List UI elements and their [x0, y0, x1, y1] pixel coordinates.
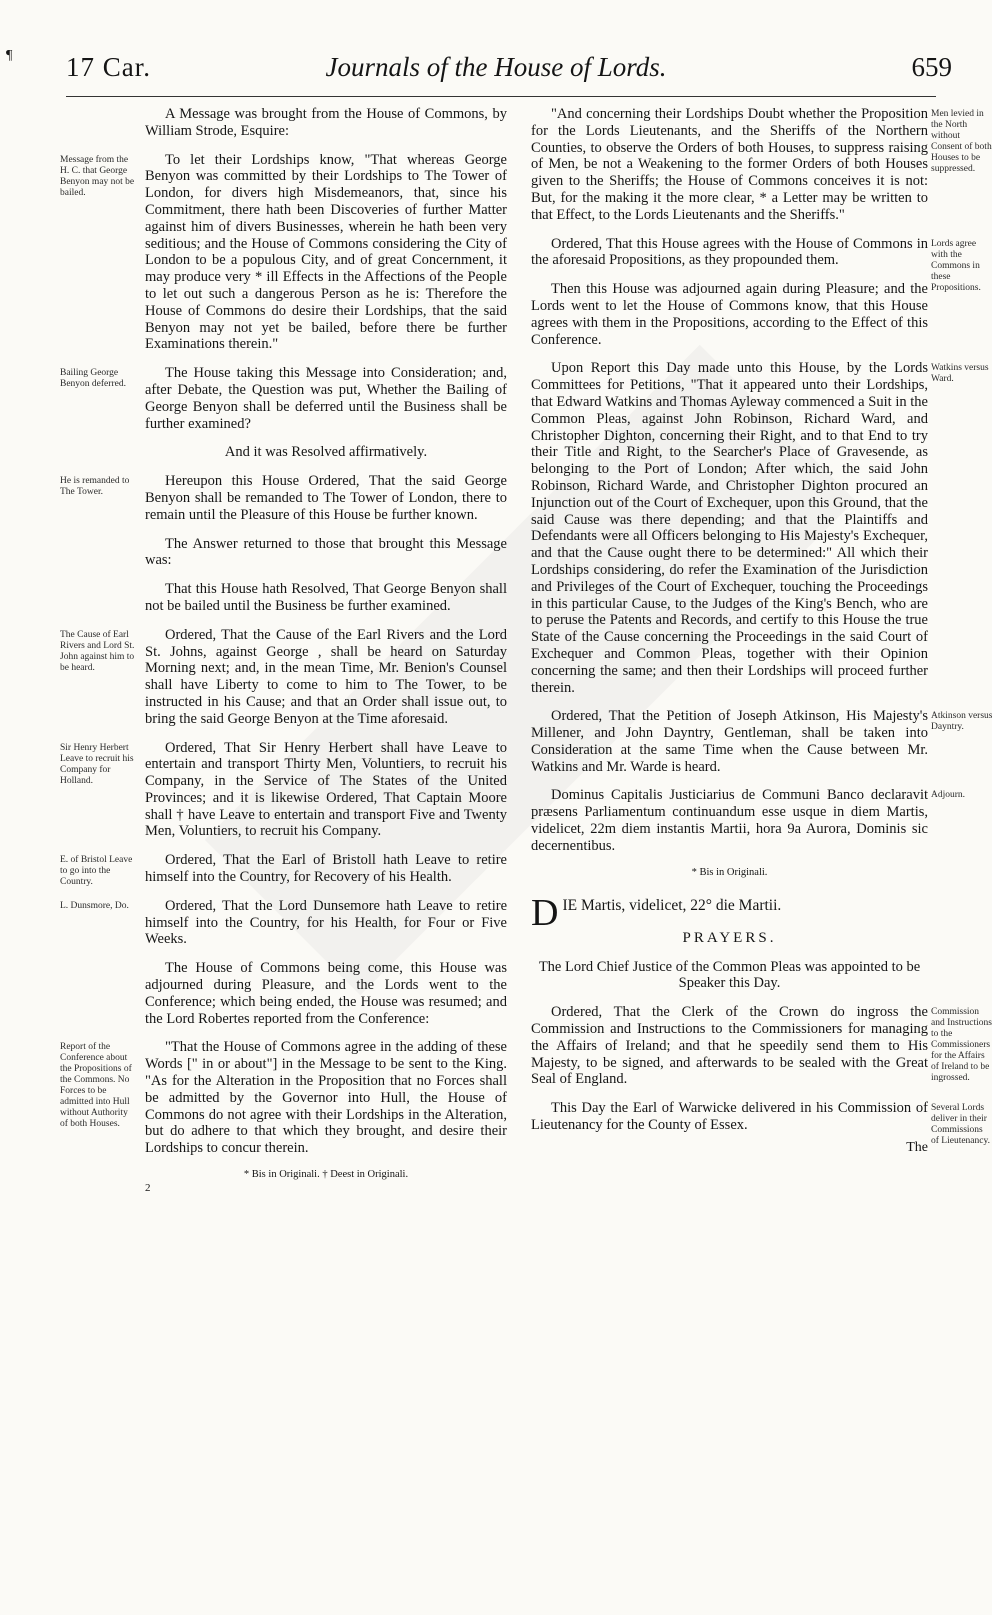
entry: [60, 898, 507, 948]
entry-text: Ordered, That Sir Henry Herbert shall have Leave to entertain and transport Thirty Men, Voluntiers, to recruit his Company, in the Service of The States of the United Provinces; and it is likewise Ordered, That Captain Moore shall † have Leave to entertain and transport Five and Twenty Men, Voluntiers, to recruit his Company.: [145, 739, 507, 840]
entry-text: Hereupon this House Ordered, That the said George Benyon shall be remanded to The Tower of London, there to remain until the Pleasure of this House be further known.: [145, 473, 507, 523]
footnote: * Bis in Originali. † Deest in Originali.: [243, 1169, 409, 1181]
entry-text: The Lord Chief Justice of the Common Pleas was appointed to be Speaker this Day.: [538, 958, 921, 992]
entry-text: Ordered, That the Cause of the Earl Rivers and the Lord St. Johns, against George , shall be heard on Saturday Morning next; and, in the mean Time, Mr. Benion's Counsel shall have Liberty to come to him to The Tower, to be instructed in his Cause; and that an Order shall issue out, to bring the said George Benyon at the Time aforesaid.: [145, 626, 507, 727]
margin-note: Watkins versus Ward.: [931, 363, 989, 385]
entry-text: Ordered, That the Clerk of the Crown do ingross the Commission and Instructions to the Commissioners for managing the Affairs of Ireland; and that he speedily send them to His Majesty, to be signed, and afterwards to be sealed with the Great Seal of England.: [531, 1004, 928, 1088]
margin-note: Adjourn.: [931, 790, 966, 801]
margin-note: Report of the Conference about the Propositions of the Commons. No Forces to be admitted into Hull without Authority of both Houses.: [60, 1042, 132, 1130]
entry: [60, 536, 507, 570]
entry: [60, 365, 507, 432]
entry: [531, 787, 966, 854]
entry-text: This Day the Earl of Warwicke delivered in his Commission of Lieutenancy for the County of Essex.: [531, 1100, 928, 1134]
entry-text: Ordered, That the Earl of Bristoll hath Leave to retire himself into the Country, for Recovery of his Health.: [145, 852, 507, 886]
margin-note: The Cause of Earl Rivers and Lord St. John against him to be heard.: [60, 629, 135, 673]
entry-text: That this House hath Resolved, That George Benyon shall not be bailed until the Business be further examined.: [145, 581, 507, 614]
intro-text: A Message was brought from the House of Commons, by William Strode, Esquire:: [145, 106, 507, 139]
right-column: [531, 106, 992, 1156]
entry: [60, 152, 507, 354]
entry: [60, 1039, 507, 1157]
entry: [60, 740, 507, 841]
page-number: 659: [911, 52, 952, 82]
margin-note: Several Lords deliver in their Commissions of Lieutenancy.: [931, 1103, 990, 1147]
entry-text: Ordered, That the Petition of Joseph Atkinson, His Majesty's Millener, and John Dayntry, Gentleman, shall be taken into Consideration at the same Time when the Cause between Mr. Watkins and Mr. Warde is heard.: [531, 708, 928, 775]
page-header: [0, 52, 992, 92]
entry-text: "And concerning their Lordships Doubt whether the Proposition for the Lords Lieutenants, and the Sheriffs of the Northern Counties, to observe the Orders of both Houses, to suppress raising of Men, be not a Weakening to the former Orders of both Houses given to the Sheriffs; the House of Commons conceives it is not: But, for the making it the more clear, * a Letter may be written to that Effect, to the Lords Lieutenants and the Sheriffs.": [531, 106, 928, 223]
entry-text: Upon Report this Day made unto this House, by the Lords Committees for Petitions, "That it appeared unto their Lordships, that Edward Watkins and Thomas Ayleway commenced a Suit in the Common Pleas, against John Robinson, Richard Ward, and Christopher Dighton, concerning their Right, and to that End to try their Title and Right, to the Searcher's Place of Gravesende, as belonging to the Port of London; After which, the said John Robinson, Richard Warde, and Christopher Dighton procured an Injunction out of the Court of Exchequer, upon this Ground, that the said Cause was there depending; and that the Plaintiffs and Defendants were all Officers belonging to His Majesty's Exchequer, and that the Cause ought there to be determined:" All which their Lordships considering, do refer the Examination of the Jurisdiction and Privileges of the Court of Exchequer, touching the Proceedings in this particular Cause, to the Judges of the King's Bench, who are to peruse the Patents and Records, and certify to this House the true State of the Cause concerning the Proceedings in the said Court of Exchequer and Common Pleas, together with their Opinion concerning the same; and then their Lordships will proceed further therein.: [531, 360, 928, 696]
margin-note: Atkinson versus Dayntry.: [931, 711, 992, 733]
entry: [60, 960, 507, 1027]
entry: [60, 852, 507, 886]
entry: [531, 281, 928, 348]
margin-note: He is remanded to The Tower.: [60, 476, 130, 498]
entry: [531, 360, 989, 696]
entry-text: And it was Resolved affirmatively.: [224, 444, 428, 461]
entry-text: Ordered, That the Lord Dunsemore hath Leave to retire himself into the Country, for his Health, for Four or Five Weeks.: [145, 897, 507, 948]
entry: [60, 473, 507, 523]
drop-cap: D: [531, 891, 559, 934]
corner-mark: ¶: [6, 48, 13, 63]
header-regnal-year: 17 Car.: [66, 52, 151, 82]
entry-text: The Answer returned to those that brought this Message was:: [145, 535, 507, 569]
margin-note: Commission and Instructions to the Commissioners for the Affairs of Ireland to be ingrossed.: [931, 1007, 992, 1084]
entry-text: The House taking this Message into Consideration; and, after Debate, the Question was put, Whether the Bailing of George Benyon shall be deferred until the Business shall be further examined?: [145, 365, 507, 432]
date-heading-text: IE Martis, videlicet, 22° die Martii.: [562, 896, 782, 914]
entry-text: Then this House was adjourned again during Pleasure; and the Lords went to let the House of Commons know, that this House agrees with them in the Propositions, according to the Effect of this Conference.: [531, 281, 928, 348]
entry-text: Dominus Capitalis Justiciarius de Communi Banco declaravit præsens Parliamentum continuandum esse usque in diem Martis, videlicet, 22m diem instantis Martii, hora 9a Aurora, Dominis sic decernentibus.: [531, 787, 928, 854]
entry-text: The House of Commons being come, this House was adjourned during Pleasure, and the Lords went to the Conference; which being ended, the House was resumed; and the Lord Robertes reported from the Conference:: [145, 960, 507, 1027]
margin-note: E. of Bristol Leave to go into the Country.: [60, 855, 133, 888]
date-heading: [531, 891, 928, 934]
entry-text: To let their Lordships know, "That whereas George Benyon was committed by their Lordships to The Tower of London, for divers high Misdemeanors, that, since his Commitment, there hath been Discoveries of further Matter against him of divers Businesses, wherein he hath been very seditious; and the House of Commons considering the City of London to be a populous City, and of great Concernment, it may produce very * ill Effects in the Affections of the People to let out such a dangerous Person as he is: Therefore the House of Commons do desire their Lordships, that the said Benyon may not yet be bailed, before there be further Examinations therein.": [145, 151, 507, 353]
entry: [531, 106, 992, 224]
footnote: * Bis in Originali.: [691, 866, 768, 878]
margin-note: Bailing George Benyon deferred.: [60, 368, 126, 390]
entry: [60, 627, 507, 728]
signature-mark: 2: [145, 1182, 151, 1195]
entry: [531, 235, 981, 293]
margin-note: L. Dunsmore, Do.: [60, 900, 129, 911]
margin-note: Sir Henry Herbert Leave to recruit his Company for Holland.: [60, 742, 134, 786]
margin-note: Men levied in the North without Consent of both Houses to be suppressed.: [931, 109, 992, 174]
header-rule: [66, 96, 936, 97]
header-title: Journals of the House of Lords.: [325, 52, 667, 82]
margin-note: Lords agree with the Commons in these Propositions.: [931, 238, 981, 293]
entry-text: "That the House of Commons agree in the adding of these Words [" in or about"] in the Message to be sent to the King. "As for the Alteration in the Proposition that no Forces shall be admitted by the Governor into Hull, the House of Commons do not agree with their Lordships in the Alteration, but do adhere to that which they brought, and desire their Lordships to concur therein.: [145, 1039, 507, 1157]
entry: [531, 708, 992, 775]
catchword: The: [906, 1139, 928, 1155]
entry: [531, 1004, 992, 1088]
entry: [60, 581, 507, 615]
margin-note: Message from the H. C. that George Benyon may not be bailed.: [60, 154, 135, 198]
left-column: [60, 106, 507, 1194]
intro-entry: [60, 106, 507, 140]
prayers-heading: PRAYERS.: [682, 929, 777, 946]
entry: [60, 444, 507, 461]
entry: [531, 1100, 990, 1147]
entry: [531, 959, 928, 993]
entry-text: Ordered, That this House agrees with the House of Commons in the aforesaid Propositions, as they propounded them.: [531, 235, 928, 269]
